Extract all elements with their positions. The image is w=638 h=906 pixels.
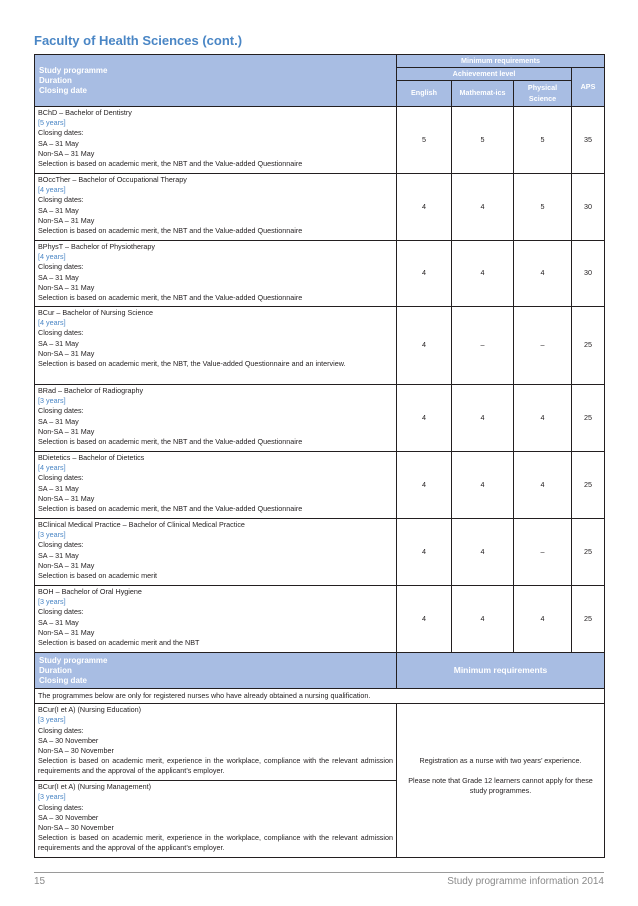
table-row: [35, 586, 605, 653]
physci-value: –: [514, 307, 572, 385]
programme-cell: BCur(I et A) (Nursing Education) [3 years] Closing dates: SA – 30 November Non-SA – 30 November Selection is based on academic merit, experience in the workplace, compliance with the relevant admission requirements and the approval of the applicant’s employer.: [35, 704, 397, 781]
english-value: 4: [397, 519, 452, 586]
math-value: –: [452, 307, 514, 385]
aps-value: 25: [572, 307, 605, 385]
physci-value: 5: [514, 107, 572, 174]
aps-value: 25: [572, 586, 605, 653]
aps-header: APS: [572, 68, 605, 107]
physci-value: 4: [514, 241, 572, 307]
table-row: [35, 107, 605, 174]
programme-cell: BChD – Bachelor of Dentistry [5 years] Closing dates: SA – 31 May Non-SA – 31 May Selection is based on academic merit, the NBT and the Value-added Questionnaire: [35, 107, 397, 174]
programme-cell: BClinical Medical Practice – Bachelor of Clinical Medical Practice [3 years] Closing dates: SA – 31 May Non-SA – 31 May Selection is based on academic merit: [35, 519, 397, 586]
physci-value: 4: [514, 586, 572, 653]
math-header: Mathemat-ics: [452, 81, 514, 107]
english-value: 4: [397, 241, 452, 307]
english-value: 5: [397, 107, 452, 174]
physci-header: Physical Science: [514, 81, 572, 107]
min-req-header-2: Minimum requirements: [397, 653, 605, 689]
english-header: English: [397, 81, 452, 107]
page-number: 15: [34, 876, 46, 887]
table-row: [35, 385, 605, 452]
nurses-note: The programmes below are only for registered nurses who have already obtained a nursing qualification.: [35, 689, 605, 704]
aps-value: 30: [572, 174, 605, 241]
math-value: 4: [452, 174, 514, 241]
table-row: [35, 704, 605, 781]
math-value: 4: [452, 452, 514, 519]
page-title: Faculty of Health Sciences (cont.): [34, 33, 243, 48]
table-row: [35, 241, 605, 307]
table-row: [35, 689, 605, 704]
table-row: [35, 307, 605, 385]
document-title: Study programme information 2014: [447, 876, 604, 887]
math-value: 4: [452, 241, 514, 307]
programme-cell: BPhysT – Bachelor of Physiotherapy [4 years] Closing dates: SA – 31 May Non-SA – 31 May Selection is based on academic merit, the NBT and the Value-added Questionnaire: [35, 241, 397, 307]
study-programme-header: Study programme Duration Closing date: [35, 55, 397, 107]
english-value: 4: [397, 307, 452, 385]
achievement-header: Achievement level: [397, 68, 572, 81]
programme-cell: BDietetics – Bachelor of Dietetics [4 years] Closing dates: SA – 31 May Non-SA – 31 May Selection is based on academic merit, the NBT and the Value-added Questionnaire: [35, 452, 397, 519]
programme-cell: BCur(I et A) (Nursing Management) [3 years] Closing dates: SA – 30 November Non-SA – 30 November Selection is based on academic merit, experience in the workplace, compliance with the relevant admission requirements and the approval of the applicant’s employer.: [35, 781, 397, 858]
math-value: 4: [452, 519, 514, 586]
english-value: 4: [397, 174, 452, 241]
programme-cell: BCur – Bachelor of Nursing Science [4 years] Closing dates: SA – 31 May Non-SA – 31 May Selection is based on academic merit, the NBT, the Value-added Questionnaire and an interview.: [35, 307, 397, 385]
min-req-header: Minimum requirements: [397, 55, 605, 68]
physci-value: –: [514, 519, 572, 586]
physci-value: 4: [514, 452, 572, 519]
table-row: [35, 452, 605, 519]
physci-value: 5: [514, 174, 572, 241]
aps-value: 30: [572, 241, 605, 307]
math-value: 4: [452, 586, 514, 653]
page-footer: [34, 872, 604, 887]
requirements-table: [34, 54, 605, 858]
table-row: [35, 519, 605, 586]
aps-value: 25: [572, 519, 605, 586]
table-row: [35, 174, 605, 241]
math-value: 4: [452, 385, 514, 452]
math-value: 5: [452, 107, 514, 174]
english-value: 4: [397, 452, 452, 519]
nursing-requirements: Registration as a nurse with two years’ experience. Please note that Grade 12 learners cannot apply for these study programmes.: [397, 704, 605, 858]
programme-cell: BOH – Bachelor of Oral Hygiene [3 years] Closing dates: SA – 31 May Non-SA – 31 May Selection is based on academic merit and the NBT: [35, 586, 397, 653]
physci-value: 4: [514, 385, 572, 452]
programme-cell: BOccTher – Bachelor of Occupational Therapy [4 years] Closing dates: SA – 31 May Non-SA – 31 May Selection is based on academic merit, the NBT and the Value-added Questionnaire: [35, 174, 397, 241]
aps-value: 25: [572, 385, 605, 452]
english-value: 4: [397, 385, 452, 452]
english-value: 4: [397, 586, 452, 653]
programme-cell: BRad – Bachelor of Radiography [3 years] Closing dates: SA – 31 May Non-SA – 31 May Selection is based on academic merit, the NBT and the Value-added Questionnaire: [35, 385, 397, 452]
study-programme-header-2: Study programme Duration Closing date: [35, 653, 397, 689]
table-row: [35, 653, 605, 689]
aps-value: 35: [572, 107, 605, 174]
aps-value: 25: [572, 452, 605, 519]
